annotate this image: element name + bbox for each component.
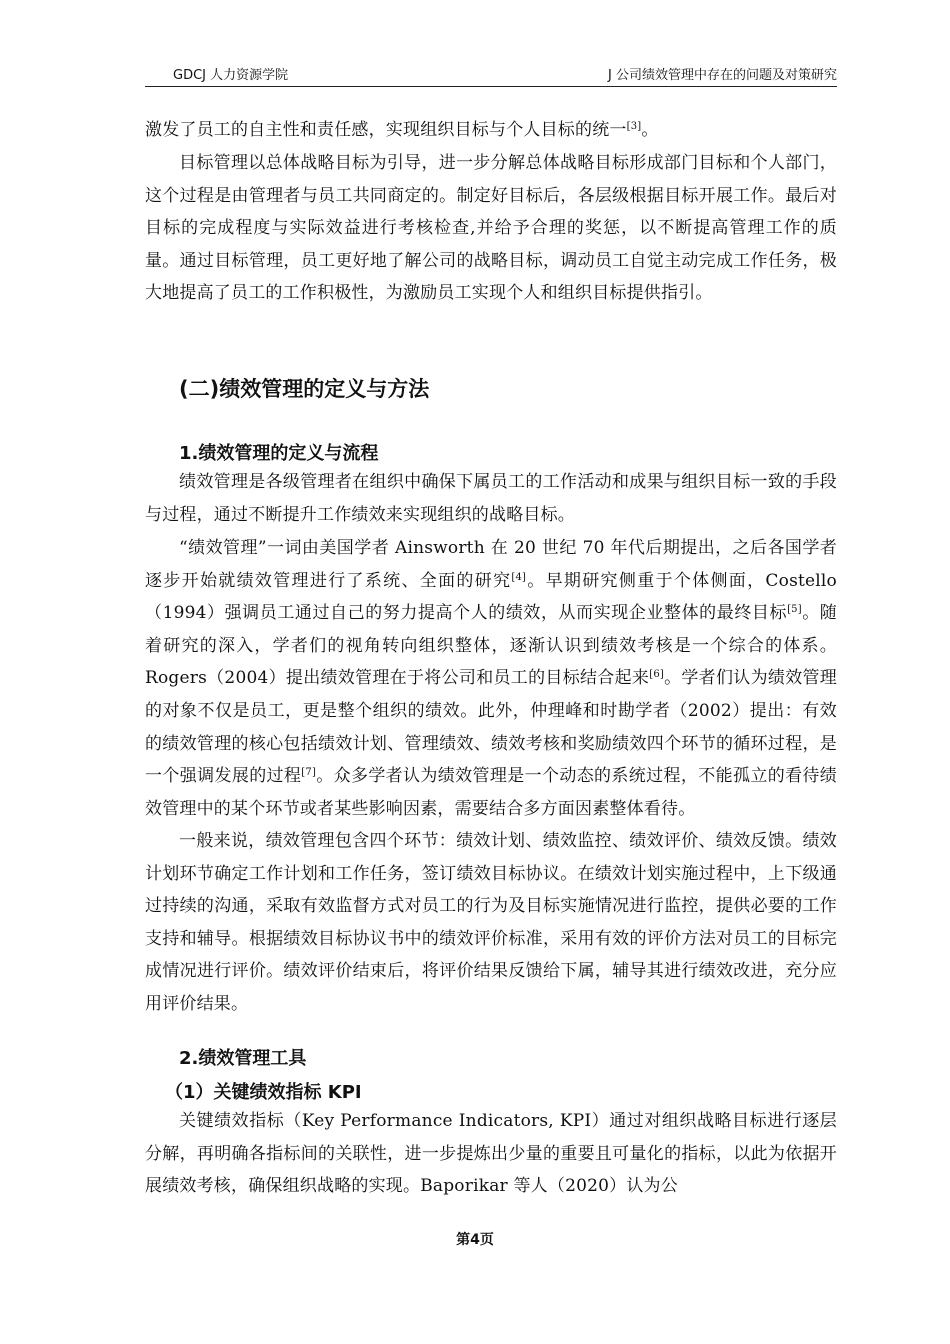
definition-paragraph — [145, 466, 837, 531]
intro-p1-end: 。 — [641, 120, 659, 140]
history-text-a: “绩效管理”一词由美国学者 Ainsworth 在 20 世纪 70 年代后期提出，之后各国学者逐步开始就绩效管理进行了系统、全面的研究 — [145, 538, 837, 591]
process-text: 一般来说，绩效管理包含四个环节：绩效计划、绩效监控、绩效评价、绩效反馈。绩效计划环节确定工作计划和工作任务，签订绩效目标协议。在绩效计划实施过程中，上下级通过持续的沟通，采取有效监督方式对员工的行为及目标实施情况进行监控，提供必要的工作支持和辅导。根据绩效目标协议书中的绩效评价标准，采用有效的评价方法对员工的目标完成情况进行评价。绩效评价结束后，将评价结果反馈给下属，辅导其进行绩效改进，充分应用评价结果。 — [145, 831, 837, 1014]
page-number: 第4页 — [456, 1232, 494, 1248]
intro-p2-text: 目标管理以总体战略目标为引导，进一步分解总体战略目标形成部门目标和个人部门，这个过程是由管理者与员工共同商定的。制定好目标后，各层级根据目标开展工作。最后对目标的完成程度与实际效益进行考核检查,并给予合理的奖惩，以不断提高管理工作的质量。通过目标管理，员工更好地了解公司的战略目标，调动员工自觉主动完成工作任务，极大地提高了员工的工作积极性，为激励员工实现个人和组织目标提供指引。 — [145, 153, 837, 304]
process-paragraph — [145, 825, 837, 1021]
history-text-c: 。随着研究的深入，学者们的视角转向组织整体，逐渐认识到绩效考核是一个综合的体系。Rogers（2004）提出绩效管理在于将公司和员工的目标结合起来 — [145, 603, 837, 689]
page-header — [145, 64, 837, 87]
citation-6: [6] — [649, 669, 664, 681]
history-paragraph — [145, 532, 837, 825]
history-text-d: 。学者们认为绩效管理的对象不仅是员工，更是整个组织的绩效。此外，仲理峰和时勘学者（2002）提出：有效的绩效管理的核心包括绩效计划、管理绩效、绩效考核和奖励绩效四个环节的循环过程，是一个强调发展的过程 — [145, 668, 837, 787]
intro-paragraph-1 — [145, 114, 837, 147]
definition-text: 绩效管理是各级管理者在组织中确保下属员工的工作活动和成果与组织目标一致的手段与过程，通过不断提升工作绩效来实现组织的战略目标。 — [145, 472, 837, 525]
subsection-heading-1: 1.绩效管理的定义与流程 — [179, 443, 379, 464]
intro-paragraph-2 — [145, 147, 837, 310]
citation-4: [4] — [511, 571, 527, 583]
citation-5: [5] — [787, 604, 802, 616]
intro-p1-text: 激发了员工的自主性和责任感，实现组织目标与个人目标的统一 — [145, 120, 627, 140]
history-text-b: 。早期研究侧重于个体侧面，Costello（1994）强调员工通过自己的努力提高个人的绩效，从而实现企业整体的最终目标 — [145, 570, 837, 624]
section-heading: (二)绩效管理的定义与方法 — [179, 377, 430, 401]
kpi-heading: （1）关键绩效指标 KPI — [165, 1082, 362, 1103]
citation-3: [3] — [626, 121, 642, 132]
citation-7: [7] — [301, 767, 317, 779]
history-text-e: 。众多学者认为绩效管理是一个动态的系统过程，不能孤立的看待绩效管理中的某个环节或者某些影响因素，需要结合多方面因素整体看待。 — [145, 766, 838, 819]
subsection-heading-2: 2.绩效管理工具 — [179, 1048, 307, 1069]
kpi-paragraph — [145, 1105, 837, 1203]
header-left-text: GDCJ 人力资源学院 — [173, 68, 289, 83]
header-right-title: J 公司绩效管理中存在的问题及对策研究 — [608, 68, 837, 83]
kpi-text: 关键绩效指标（Key Performance Indicators, KPI）通过对组织战略目标进行逐层分解，再明确各指标间的关联性，进一步提炼出少量的重要且可量化的指标，以此为依据开展绩效考核，确保组织战略的实现。Baporikar 等人（2020）认为公 — [145, 1111, 837, 1197]
